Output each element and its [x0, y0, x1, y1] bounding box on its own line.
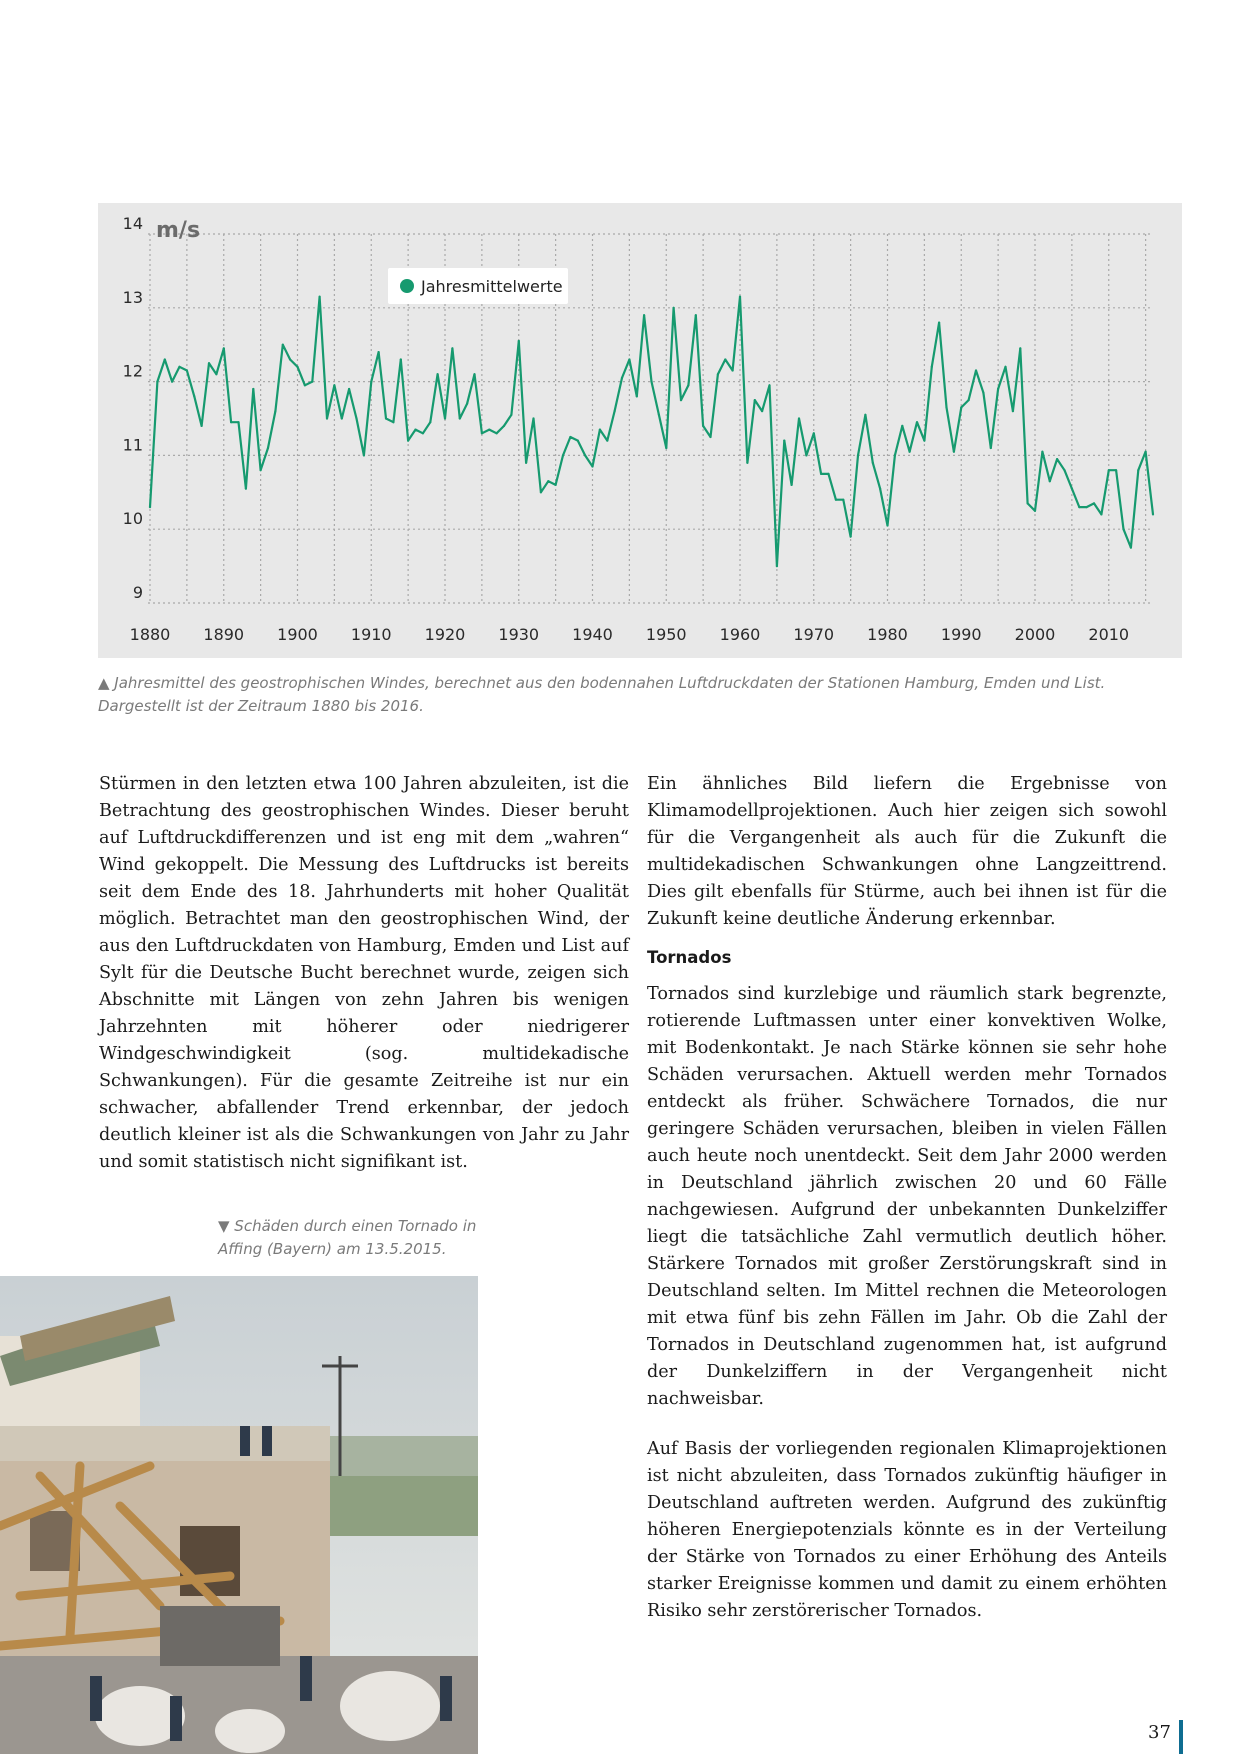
data-point-1997 — [1012, 410, 1014, 412]
data-point-1897 — [274, 410, 276, 412]
data-point-1967 — [791, 484, 793, 486]
data-point-1949 — [658, 414, 660, 416]
tornados-paragraph-1: Tornados sind kurzlebige und räumlich stark begrenzte, rotierende Luftmassen unter einer konvektiven Wolke, mit Bodenkontakt. Je nach Stärke können sie sehr hohe Schäden verursachen. Aktuell werden mehr Tornados entdeckt als früher. Schwächere Tornados, die nur geringere Schäden verursachen, bleiben in vielen Fällen auch heute noch unentdeckt. Seit dem Jahr 2000 werden in Deutschland jährlich zwischen 20 und 60 Fälle nachgewiesen. Aufgrund der unbekannten Dunkelziffer liegt die tatsächliche Zahl vermutlich deutlich höher. Stärkere Tornados mit großer Zerstörungskraft sind in Deutschland selten. Im Mittel rechnen die Meteorologen mit etwa fünf bis zehn Fällen im Jahr. Ob die Zahl der Tornados in Deutschland zugenommen hat, ist aufgrund der Dunkelziffern in der Vergangenheit nicht nachweisbar. — [647, 984, 1167, 1409]
data-point-1889 — [215, 373, 217, 375]
x-tick-label-1880: 1880 — [129, 625, 171, 644]
data-point-1974 — [842, 499, 844, 501]
x-axis-ticks — [130, 625, 1129, 644]
data-point-1903 — [319, 296, 321, 298]
data-point-1963 — [761, 410, 763, 412]
data-point-1959 — [732, 369, 734, 371]
data-point-1951 — [673, 307, 675, 309]
data-point-1933 — [540, 491, 542, 493]
data-point-1984 — [916, 421, 918, 423]
data-point-1928 — [503, 425, 505, 427]
section-heading-tornados: Tornados — [647, 948, 732, 967]
data-point-1941 — [599, 429, 601, 431]
y-tick-label-14: 14 — [122, 214, 143, 233]
data-point-1909 — [363, 454, 365, 456]
series-line-jahresmittelwerte — [150, 297, 1153, 566]
x-tick-label-1990: 1990 — [940, 625, 982, 644]
data-point-1887 — [201, 425, 203, 427]
y-axis-unit: m/s — [156, 218, 201, 243]
data-point-1962 — [754, 399, 756, 401]
data-point-1902 — [311, 381, 313, 383]
data-point-1936 — [562, 454, 564, 456]
data-point-1989 — [953, 451, 955, 453]
left-column — [99, 771, 629, 1176]
data-point-1882 — [164, 358, 166, 360]
data-point-1969 — [805, 454, 807, 456]
x-tick-label-2010: 2010 — [1088, 625, 1130, 644]
data-point-1953 — [687, 384, 689, 386]
x-tick-label-1960: 1960 — [719, 625, 761, 644]
x-tick-label-1920: 1920 — [424, 625, 466, 644]
data-point-2009 — [1100, 513, 1102, 515]
series-points — [149, 296, 1154, 568]
x-tick-label-1910: 1910 — [350, 625, 392, 644]
data-point-1975 — [850, 536, 852, 538]
x-tick-label-1950: 1950 — [645, 625, 687, 644]
data-point-1944 — [621, 377, 623, 379]
data-point-2014 — [1137, 469, 1139, 471]
data-point-1922 — [459, 417, 461, 419]
data-point-1965 — [776, 565, 778, 567]
right-intro-paragraph: Ein ähnliches Bild liefern die Ergebnisse von Klimamodellprojektionen. Auch hier zeigen sich sowohl für die Vergangenheit als auch für die Zukunft die multidekadischen Schwankungen ohne Langzeittrend. Dies gilt ebenfalls für Stürme, auch bei ihnen ist für die Zukunft keine deutliche Änderung erkennbar. — [647, 774, 1167, 929]
data-point-1888 — [208, 362, 210, 364]
data-point-1908 — [355, 417, 357, 419]
legend-marker — [400, 279, 414, 293]
data-point-1896 — [267, 447, 269, 449]
data-point-1881 — [156, 381, 158, 383]
data-point-1992 — [975, 369, 977, 371]
data-point-1991 — [968, 399, 970, 401]
data-point-2015 — [1145, 451, 1147, 453]
data-point-1952 — [680, 399, 682, 401]
data-point-2002 — [1049, 480, 1051, 482]
right-column-intro — [647, 771, 1167, 933]
data-point-1977 — [864, 414, 866, 416]
wind-chart — [98, 203, 1182, 658]
data-point-1994 — [990, 447, 992, 449]
data-point-2012 — [1122, 528, 1124, 530]
data-point-1940 — [591, 465, 593, 467]
data-point-2007 — [1086, 506, 1088, 508]
data-point-1929 — [510, 414, 512, 416]
data-point-1996 — [1004, 366, 1006, 368]
x-tick-label-1940: 1940 — [572, 625, 613, 644]
data-point-1904 — [326, 417, 328, 419]
wind-chart-svg — [98, 203, 1182, 658]
data-point-1890 — [223, 347, 225, 349]
x-tick-label-1930: 1930 — [498, 625, 540, 644]
data-point-1986 — [931, 366, 933, 368]
x-tick-label-1980: 1980 — [867, 625, 908, 644]
data-point-1914 — [400, 358, 402, 360]
data-point-1920 — [444, 417, 446, 419]
data-point-1910 — [370, 381, 372, 383]
data-point-1947 — [643, 314, 645, 316]
tornados-paragraph-2: Auf Basis der vorliegenden regionalen Klimaprojektionen ist nicht abzuleiten, dass Tornados zukünftig häufiger in Deutschland auftreten werden. Aufgrund des zukünftig höheren Energiepotenzials könnte es in der Verteilung der Stärke von Tornados zu einer Erhöhung des Anteils starker Ereignisse kommen und damit zu einem erhöhten Risiko sehr zerstörerischer Tornados. — [647, 1439, 1167, 1621]
data-point-1987 — [938, 322, 940, 324]
data-point-1981 — [894, 454, 896, 456]
data-point-1985 — [923, 440, 925, 442]
right-column-tornados — [647, 981, 1167, 1413]
x-tick-label-2000: 2000 — [1014, 625, 1056, 644]
data-point-1935 — [555, 484, 557, 486]
data-point-1973 — [835, 499, 837, 501]
data-point-1995 — [997, 388, 999, 390]
data-point-1950 — [665, 447, 667, 449]
data-point-2005 — [1071, 488, 1073, 490]
data-point-1917 — [422, 432, 424, 434]
data-point-1931 — [525, 462, 527, 464]
data-point-2001 — [1041, 451, 1043, 453]
data-point-1954 — [695, 314, 697, 316]
tornado-damage-photo — [0, 1276, 478, 1754]
data-point-1916 — [414, 429, 416, 431]
data-point-1901 — [304, 384, 306, 386]
data-point-1946 — [636, 395, 638, 397]
data-point-1955 — [702, 425, 704, 427]
data-point-1937 — [569, 436, 571, 438]
data-point-1958 — [724, 358, 726, 360]
data-point-1899 — [289, 358, 291, 360]
legend-label: Jahresmittelwerte — [421, 277, 563, 296]
data-point-1976 — [857, 454, 859, 456]
left-paragraph: Stürmen in den letzten etwa 100 Jahren abzuleiten, ist die Betrachtung des geostrophischen Windes. Dieser beruht auf Luftdruckdifferenzen und ist eng mit dem „wahren“ Wind gekoppelt. Die Messung des Luftdrucks ist bereits seit dem Ende des 18. Jahrhunderts mit hoher Qualität möglich. Betrachtet man den geostrophischen Wind, der aus den Luftdruckdaten von Hamburg, Emden und List auf Sylt für die Deutsche Bucht berechnet wurde, zeigen sich Abschnitte mit Längen von zehn Jahren bis wenigen Jahrzehnten mit höherer oder niedrigerer Windgeschwindigkeit (sog. multidekadische Schwankungen). Für die gesamte Zeitreihe ist nur ein schwacher, abfallender Trend erkennbar, der jedoch deutlich kleiner ist als die Schwankungen von Jahr zu Jahr und somit statistisch nicht signifikant ist. — [99, 774, 629, 1172]
data-point-1894 — [252, 388, 254, 390]
data-point-1913 — [392, 421, 394, 423]
page-number-bar — [1179, 1720, 1183, 1754]
y-tick-label-13: 13 — [122, 287, 143, 307]
data-point-1968 — [798, 417, 800, 419]
data-point-1998 — [1019, 347, 1021, 349]
y-tick-label-12: 12 — [122, 361, 143, 381]
right-column-projections — [647, 1436, 1167, 1625]
data-point-1898 — [282, 344, 284, 346]
data-point-2004 — [1063, 469, 1065, 471]
data-point-1943 — [614, 410, 616, 412]
data-point-1915 — [407, 440, 409, 442]
data-point-1880 — [149, 506, 151, 508]
chart-caption: ▲ Jahresmittel des geostrophischen Windes, berechnet aus den bodennahen Luftdruckdaten der Stationen Hamburg, Emden und List. Dargestellt ist der Zeitraum 1880 bis 2016. — [98, 674, 1106, 715]
data-point-1884 — [178, 366, 180, 368]
data-point-1957 — [717, 373, 719, 375]
x-tick-label-1890: 1890 — [203, 625, 245, 644]
data-point-1921 — [451, 347, 453, 349]
legend — [388, 268, 568, 304]
photo-caption: ▼ Schäden durch einen Tornado in Affing (Bayern) am 13.5.2015. — [218, 1217, 477, 1258]
data-point-1990 — [960, 406, 962, 408]
data-point-1988 — [945, 406, 947, 408]
data-point-1934 — [547, 480, 549, 482]
data-point-1999 — [1027, 502, 1029, 504]
data-point-1979 — [879, 488, 881, 490]
data-point-1932 — [532, 417, 534, 419]
page-number: 37 — [1148, 1722, 1171, 1743]
data-point-1930 — [518, 340, 520, 342]
data-point-1972 — [827, 473, 829, 475]
data-point-1919 — [437, 373, 439, 375]
data-point-2010 — [1108, 469, 1110, 471]
data-point-1893 — [245, 488, 247, 490]
data-point-1900 — [296, 366, 298, 368]
data-point-1961 — [746, 462, 748, 464]
data-point-1885 — [186, 369, 188, 371]
data-point-1924 — [473, 373, 475, 375]
data-point-1905 — [333, 384, 335, 386]
grid-vertical — [150, 234, 1146, 603]
data-point-1926 — [488, 429, 490, 431]
y-tick-label-11: 11 — [122, 435, 143, 455]
data-point-1948 — [650, 381, 652, 383]
data-point-1980 — [886, 524, 888, 526]
data-point-1964 — [768, 384, 770, 386]
x-tick-label-1900: 1900 — [277, 625, 318, 644]
photo-illustration — [0, 1276, 478, 1754]
data-point-1956 — [709, 436, 711, 438]
data-point-1966 — [783, 440, 785, 442]
data-point-1918 — [429, 421, 431, 423]
data-point-1945 — [628, 358, 630, 360]
data-point-1939 — [584, 454, 586, 456]
data-point-1912 — [385, 417, 387, 419]
data-point-1978 — [872, 462, 874, 464]
data-point-1971 — [820, 473, 822, 475]
data-point-1907 — [348, 388, 350, 390]
data-point-1886 — [193, 395, 195, 397]
data-point-2011 — [1115, 469, 1117, 471]
data-point-2016 — [1152, 513, 1154, 515]
data-point-1883 — [171, 381, 173, 383]
data-point-1938 — [577, 440, 579, 442]
y-tick-label-10: 10 — [122, 509, 143, 529]
data-point-1923 — [466, 403, 468, 405]
data-point-1892 — [237, 421, 239, 423]
data-point-2000 — [1034, 510, 1036, 512]
data-point-1982 — [901, 425, 903, 427]
grid-horizontal — [148, 234, 1152, 603]
data-point-1895 — [260, 469, 262, 471]
data-point-1970 — [813, 432, 815, 434]
data-point-1942 — [606, 440, 608, 442]
data-point-1906 — [341, 417, 343, 419]
data-point-2008 — [1093, 502, 1095, 504]
data-point-1927 — [496, 432, 498, 434]
x-tick-label-1970: 1970 — [793, 625, 835, 644]
data-point-1983 — [909, 451, 911, 453]
data-point-1925 — [481, 432, 483, 434]
data-point-1891 — [230, 421, 232, 423]
y-axis-ticks — [123, 214, 143, 602]
data-point-2006 — [1078, 506, 1080, 508]
data-point-2003 — [1056, 458, 1058, 460]
data-point-2013 — [1130, 547, 1132, 549]
data-point-1911 — [378, 351, 380, 353]
data-point-1960 — [739, 296, 741, 298]
y-tick-label-9: 9 — [132, 583, 143, 602]
data-point-1993 — [982, 392, 984, 394]
